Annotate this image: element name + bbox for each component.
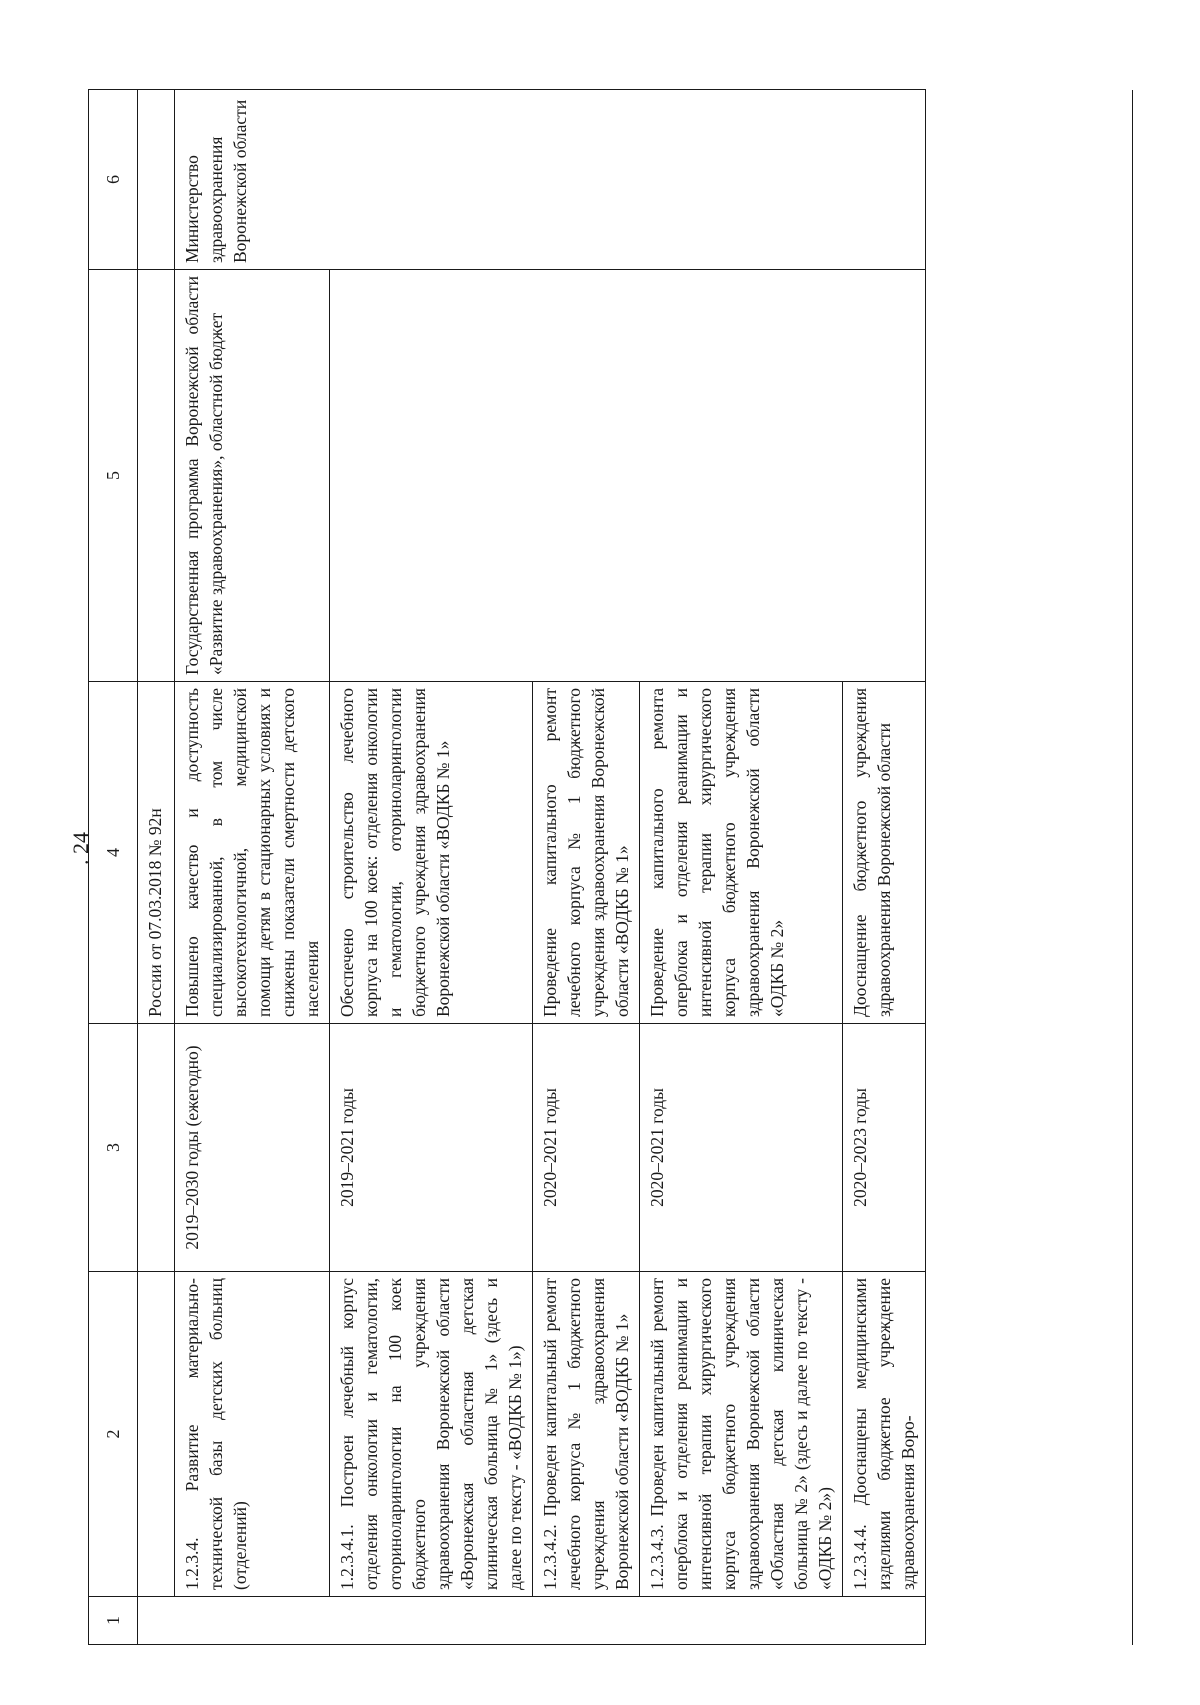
continuation-row: [138, 90, 175, 1645]
bottom-rule: [1132, 90, 1133, 1645]
result-cell: Обеспечено строительство лечебного корпуса на 100 коек: отделения онкологии и гематологии, оториноларингологии бюджетного учреждения здравоохранения Воронежской области «ВОДКБ № 1»: [330, 682, 533, 1024]
column-number: 1: [89, 1597, 138, 1645]
column-number: 6: [89, 90, 138, 270]
executor-cell: Министерство здравоохранения Воронежской области: [175, 90, 926, 270]
page-number: . 24: [68, 832, 93, 865]
period-cell: 2020–2021 годы: [640, 1024, 843, 1272]
result-cell: Проведение капитального ремонта оперблока и отделения реанимации и интенсивной терапии хирургического корпуса бюджетного учреждения здравоохранения Воронежской области «ОДКБ № 2»: [640, 682, 843, 1024]
measure-cell: 1.2.3.4.1. Построен лечебный корпус отделения онкологии и гематологии, оториноларингологии на 100 коек бюджетного учреждения здравоохранения Воронежской области «Воронежская областная детская клиническая больница № 1» (здесь и далее по тексту - «ВОДКБ № 1»): [330, 1272, 533, 1597]
result-cell: Повышено качество и доступность специализированной, в том числе высокотехнологичной, медицинской помощи детям в стационарных условиях и снижены показатели смертности детского населения: [175, 682, 330, 1024]
period-cell: 2019–2021 годы: [330, 1024, 533, 1272]
column-number: 3: [89, 1024, 138, 1272]
column-number: 4: [89, 682, 138, 1024]
period-cell: 2020–2023 годы: [843, 1024, 926, 1272]
column-number: 2: [89, 1272, 138, 1597]
column-number: 5: [89, 270, 138, 682]
measure-cell: 1.2.3.4.2. Проведен капитальный ремонт лечебного корпуса № 1 бюджетного учреждения здравоохранения Воронежской области «ВОДКБ № 1»: [533, 1272, 640, 1597]
column-number-row: [89, 90, 138, 1645]
plan-table: [88, 89, 926, 1645]
source-cell: [330, 270, 926, 682]
result-cell: Дооснащение бюджетного учреждения здравоохранения Воронежской области: [843, 682, 926, 1024]
table-cell: [138, 1024, 175, 1272]
table-cell: [138, 270, 175, 682]
measure-cell: 1.2.3.4.3. Проведен капитальный ремонт оперблока и отделения реанимации и интенсивной терапии хирургического корпуса бюджетного учреждения здравоохранения Воронежской области «Областная детская клиническая больница № 2» (здесь и далее по тексту - «ОДКБ № 2»): [640, 1272, 843, 1597]
table-row: [175, 90, 330, 1645]
table-row: [330, 90, 533, 1645]
rotated-page: [60, 85, 1140, 1645]
measure-cell: 1.2.3.4.4. Дооснащены медицинскими изделиями бюджетное учреждение здравоохранения Воро-: [843, 1272, 926, 1597]
result-cell: Проведение капитального ремонт лечебного корпуса № 1 бюджетного учреждения здравоохранения Воронежской области «ВОДКБ № 1»: [533, 682, 640, 1024]
table-cell: [138, 90, 175, 270]
table-cell: [138, 1272, 175, 1597]
source-cell: Государственная программа Воронежской области «Развитие здравоохранения», областной бюджет: [175, 270, 330, 682]
continuation-text: России от 07.03.2018 № 92н: [138, 682, 175, 1024]
period-cell: 2020–2021 годы: [533, 1024, 640, 1272]
column-1-cell: [138, 1597, 926, 1645]
measure-cell: 1.2.3.4. Развитие материально-технической базы детских больниц (отделений): [175, 1272, 330, 1597]
period-cell: 2019–2030 годы (ежегодно): [175, 1024, 330, 1272]
